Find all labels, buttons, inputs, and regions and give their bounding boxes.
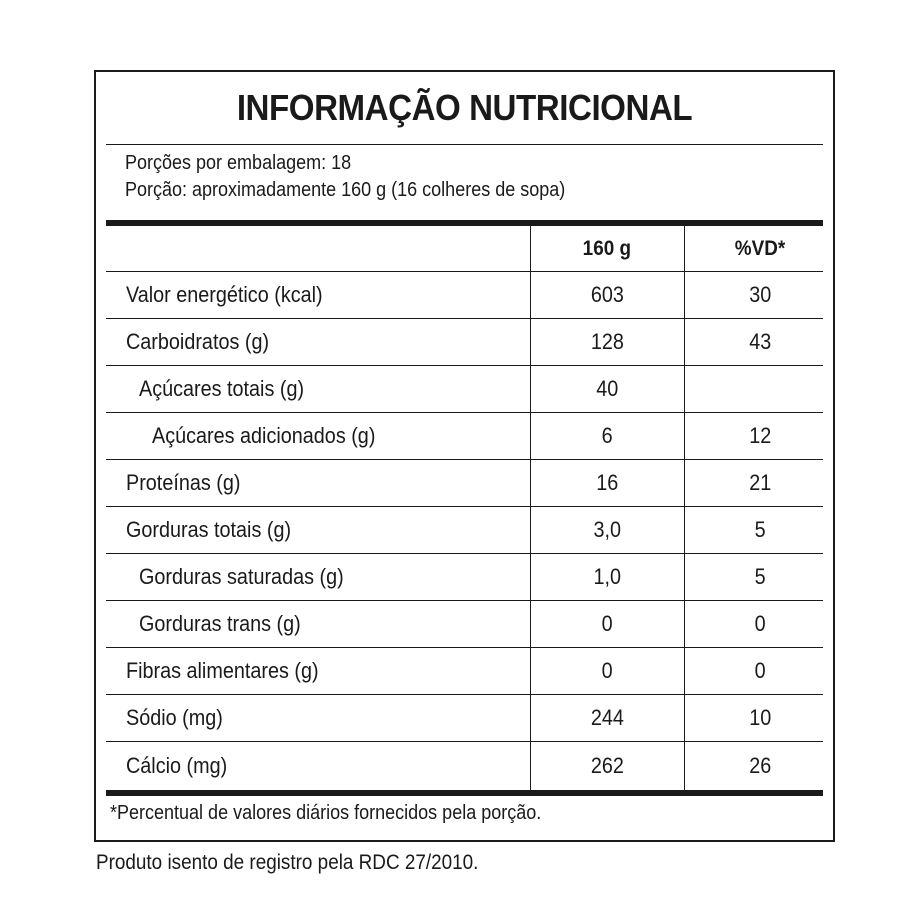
daily-value-footnote: *Percentual de valores diários fornecidos pela porção. xyxy=(110,802,542,824)
nutrient-vd: 0 xyxy=(754,658,767,683)
nutrient-vd: 21 xyxy=(749,470,772,495)
serving-info xyxy=(125,150,565,204)
nutrient-vd: 12 xyxy=(749,423,772,448)
nutrient-vd: 26 xyxy=(749,752,772,778)
nutrient-name: Açúcares totais (g) xyxy=(139,376,305,401)
table-row-carbohydrates xyxy=(106,319,823,366)
table-row-calcium xyxy=(106,742,823,789)
nutrient-amount: 262 xyxy=(590,752,624,778)
servings-per-package: Porções por embalagem: 18 xyxy=(125,152,352,174)
nutrient-name: Carboidratos (g) xyxy=(126,329,270,354)
title-divider xyxy=(106,144,823,145)
nutrient-amount: 0 xyxy=(601,658,613,683)
nutrient-amount: 0 xyxy=(601,611,613,636)
nutrition-table xyxy=(106,226,823,790)
nutrient-vd: 43 xyxy=(749,329,772,354)
serving-size: Porção: aproximadamente 160 g (16 colheres de sopa) xyxy=(125,179,566,201)
table-row-trans-fat xyxy=(106,601,823,648)
nutrient-name: Açúcares adicionados (g) xyxy=(152,423,376,448)
nutrient-name: Valor energético (kcal) xyxy=(126,282,323,307)
nutrient-vd: 10 xyxy=(749,705,772,730)
nutrient-name: Gorduras totais (g) xyxy=(126,517,292,542)
header-daily-value: %VD* xyxy=(735,236,786,260)
label-title: INFORMAÇÃO NUTRICIONAL xyxy=(236,87,693,128)
table-row-total-fat xyxy=(106,507,823,554)
table-row-energy xyxy=(106,272,823,319)
nutrient-vd: 5 xyxy=(754,517,767,542)
nutrient-name: Fibras alimentares (g) xyxy=(126,658,319,683)
table-row-added-sugars xyxy=(106,413,823,460)
table-row-sodium xyxy=(106,695,823,742)
nutrient-name: Proteínas (g) xyxy=(126,470,241,495)
thick-divider-bottom xyxy=(106,790,823,796)
header-amount: 160 g xyxy=(582,236,632,260)
nutrient-amount: 3,0 xyxy=(593,517,621,542)
nutrition-facts-label xyxy=(94,70,835,842)
nutrient-vd xyxy=(684,366,837,412)
nutrient-amount: 40 xyxy=(595,376,619,401)
nutrient-name: Cálcio (mg) xyxy=(126,752,228,778)
nutrient-amount: 128 xyxy=(590,329,624,354)
nutrient-name: Gorduras trans (g) xyxy=(139,611,301,636)
nutrient-amount: 6 xyxy=(601,423,613,448)
table-row-saturated-fat xyxy=(106,554,823,601)
registration-note: Produto isento de registro pela RDC 27/2010. xyxy=(96,851,479,874)
table-header-row xyxy=(106,226,823,272)
header-name xyxy=(126,226,486,271)
nutrient-name: Sódio (mg) xyxy=(126,705,223,730)
nutrient-amount: 244 xyxy=(590,705,624,730)
nutrient-vd: 30 xyxy=(749,282,772,307)
table-row-total-sugars xyxy=(106,366,823,413)
nutrient-vd: 0 xyxy=(754,611,767,636)
table-row-proteins xyxy=(106,460,823,507)
nutrient-vd: 5 xyxy=(754,564,767,589)
nutrient-name: Gorduras saturadas (g) xyxy=(139,564,344,589)
nutrient-amount: 603 xyxy=(590,282,624,307)
nutrient-amount: 1,0 xyxy=(593,564,621,589)
nutrient-amount: 16 xyxy=(595,470,619,495)
table-row-dietary-fiber xyxy=(106,648,823,695)
